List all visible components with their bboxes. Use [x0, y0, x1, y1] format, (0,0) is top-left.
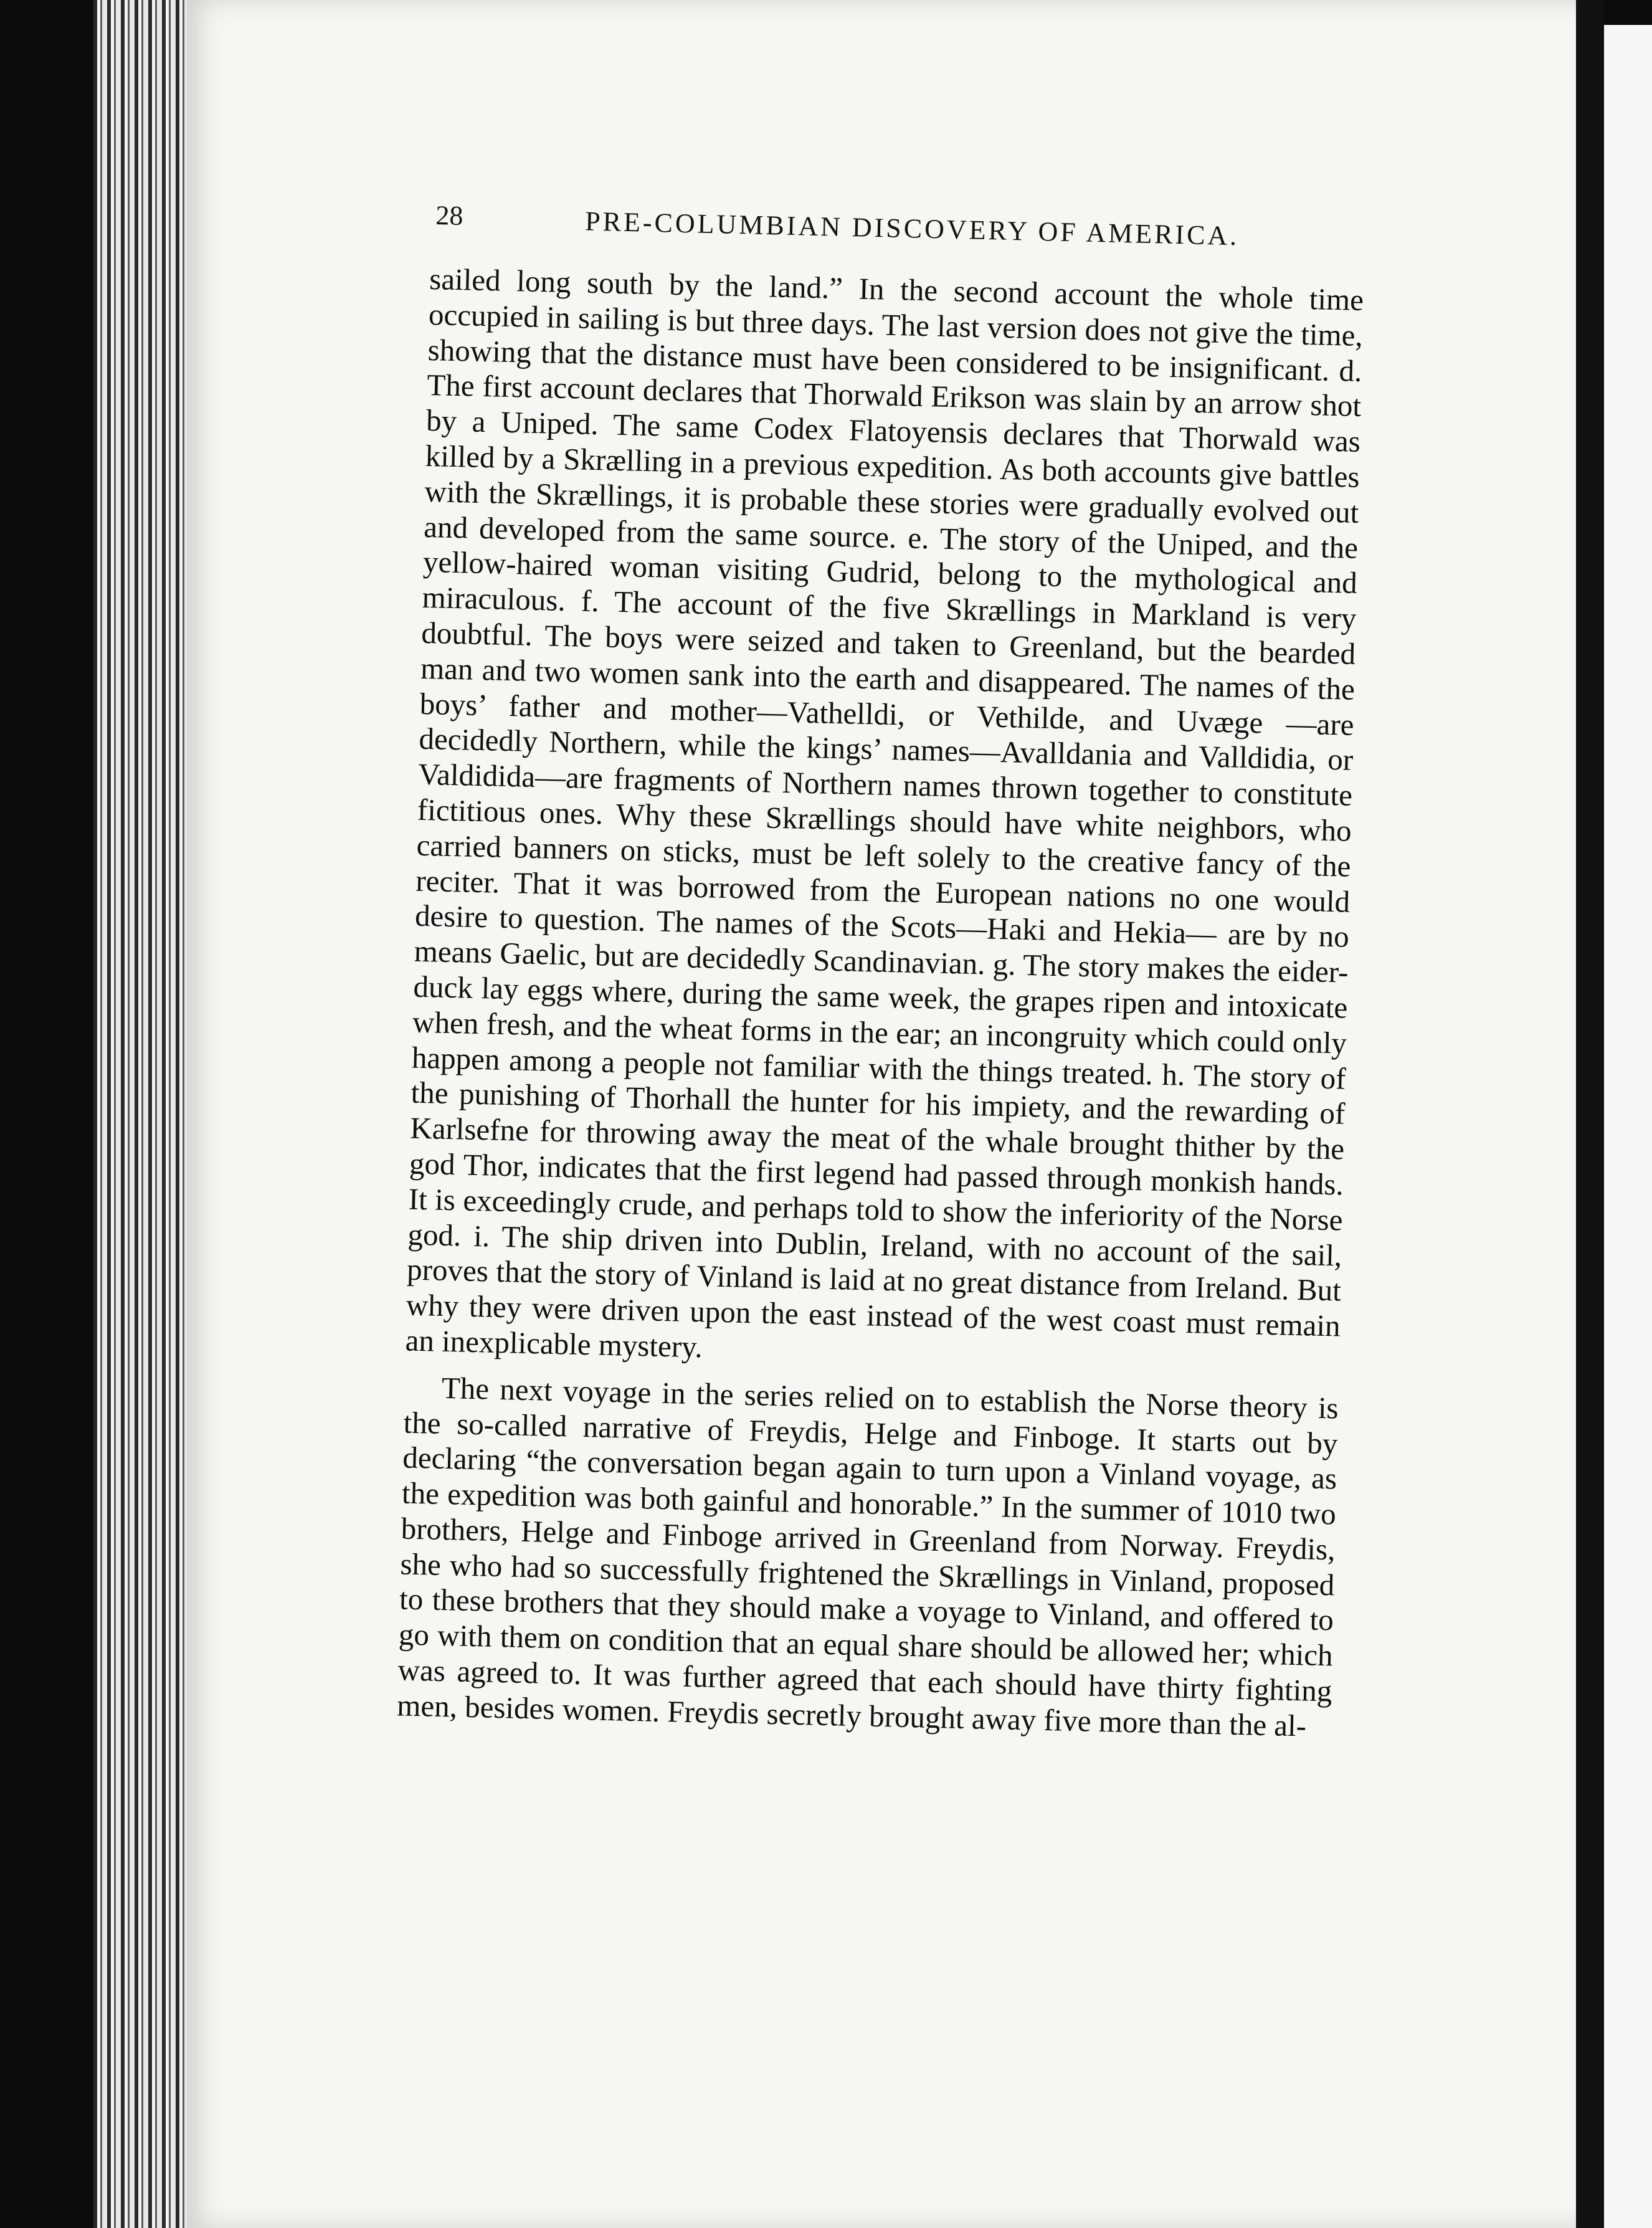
running-head: PRE-COLUMBIAN DISCOVERY OF AMERICA.	[584, 206, 1240, 252]
body-text	[397, 262, 1364, 1745]
paragraph-continued: sailed long south by the land.” In the second account the whole time occupied in sailing is but three days. The last version does not give the time, showing that the distance must have been considered to be insignificant. d. The first account declares that Thorwald Erikson was slain by an arrow shot by a Uniped. The same Codex Flatoyensis declares that Thorwald was killed by a Skrælling in a previous expedition. As both accounts give battles with the Skrællings, it is probable these stories were gradually evolved out and developed from the same source. e. The story of the Uniped, and the yellow-haired woman visiting Gudrid, belong to the mythological and miraculous. f. The account of the five Skrællings in Markland is very doubtful. The boys were seized and taken to Greenland, but the bearded man and two women sank into the earth and disappeared. The names of the boys’ father and mother—Vathelldi, or Vethilde, and Uvæge —are decidedly Northern, while the kings’ names—Avalldania and Valldidia, or Valdidida—are fragments of Northern names thrown together to constitute fictitious ones. Why these Skrællings should have white neighbors, who carried banners on sticks, must be left solely to the creative fancy of the reciter. That it was borrowed from the European nations no one would desire to question. The names of the Scots—Haki and Hekia— are by no means Gaelic, but are decidedly Scandinavian. g. The story makes the eider-duck lay eggs where, during the same week, the grapes ripen and intoxicate when fresh, and the wheat forms in the ear; an incongruity which could only happen among a people not familiar with the things treated. h. The story of the punishing of Thorhall the hunter for his impiety, and the rewarding of Karlsefne for throwing away the meat of the whale brought thither by the god Thor, indicates that the first legend had passed through monkish hands. It is exceedingly crude, and perhaps told to show the inferiority of the Norse god. i. The ship driven into Dublin, Ireland, with no account of the sail, proves that the story of Vinland is laid at no great distance from Ireland. But why they were driven upon the east instead of the west coast must remain an inexplicable mystery.	[405, 262, 1364, 1364]
gutter-shadow	[1576, 0, 1604, 2228]
page-number: 28	[435, 199, 463, 231]
adjacent-page-edge	[1604, 25, 1652, 2228]
paragraph-next-voyage: The next voyage in the series relied on to establish the Norse theory is the so-called narrative of Freydis, Helge and Finboge. It starts out by declaring “the conversation began again to turn upon a Vinland voyage, as the expedition was both gainful and honorable.” In the summer of 1010 two brothers, Helge and Finboge arrived in Greenland from Norway. Freydis, she who had so successfully frightened the Skrællings in Vinland, proposed to these brothers that they should make a voyage to Vinland, and offered to go with them on condition that an equal share should be allowed her; which was agreed to. It was further agreed that each should have thirty fighting men, besides women. Freydis secretly brought away five more than the al-	[396, 1370, 1339, 1743]
